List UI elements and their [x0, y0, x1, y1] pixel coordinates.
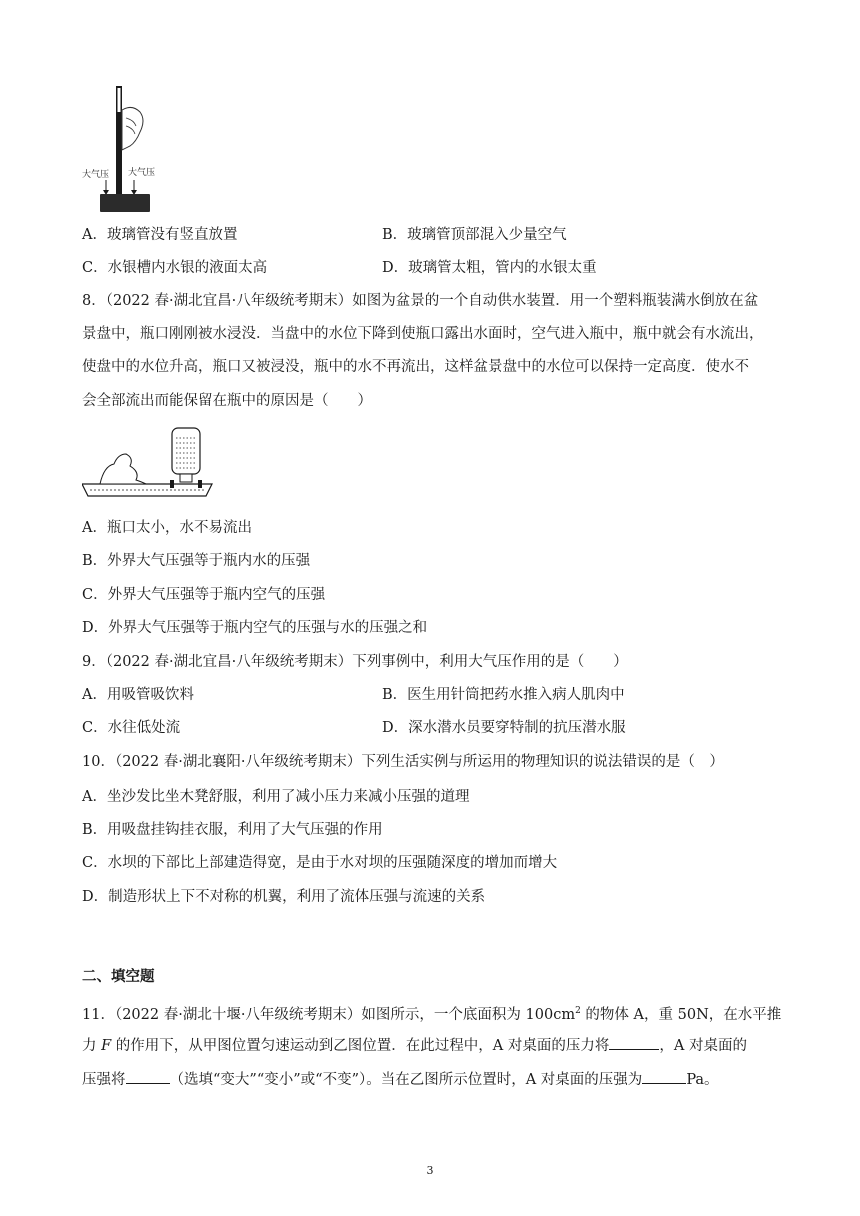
page-number: 3: [426, 1164, 434, 1177]
q11-line-2-end: ，A 对桌面的: [659, 1038, 747, 1054]
q8-stem-line-1: 8．（2022 春·湖北宜昌·八年级统考期末）如图为盆景的一个自动供水装置．用一个塑料瓶装满水倒放在盆: [82, 293, 759, 309]
q9-option-d: D．深水潜水员要穿特制的抗压潜水服: [382, 720, 626, 736]
q11-line-2-start: 力: [82, 1038, 102, 1054]
q9-option-a: A．用吸管吸饮料: [82, 687, 194, 703]
q7-option-a: A．玻璃管没有竖直放置: [82, 227, 238, 243]
q11-line-1-rest: 的物体 A，重 50N，在水平推: [580, 1006, 782, 1023]
bonsai-water-device-figure: [82, 426, 214, 502]
q11-line-3: [82, 1069, 719, 1090]
q8-option-b: B．外界大气压强等于瓶内水的压强: [82, 553, 311, 569]
q11-answer-blank-3[interactable]: [642, 1069, 686, 1084]
atm-pressure-label-left: 大气压: [82, 170, 110, 180]
q11-line-2-text: 的作用下，从甲图位置匀速运动到乙图位置．在此过程中，A 对桌面的压力将: [111, 1038, 610, 1054]
q11-answer-blank-1[interactable]: [609, 1035, 659, 1050]
q11-force-symbol: F: [101, 1038, 112, 1054]
q7-option-c: C．水银槽内水银的液面太高: [82, 260, 268, 276]
q9-option-b: B．医生用针筒把药水推入病人肌肉中: [382, 687, 625, 703]
q11-line-3-text: （选填“变大”“变小”或“不变”）。当在乙图所示位置时，A 对桌面的压强为: [169, 1072, 643, 1088]
q11-answer-blank-2[interactable]: [126, 1069, 170, 1084]
q11-line-1-text: 11．（2022 春·湖北十堰·八年级统考期末）如图所示，一个底面积为 100cm: [82, 1006, 576, 1023]
q10-stem: 10．（2022 春·湖北襄阳·八年级统考期末）下列生活实例与所运用的物理知识的说法错误的是（ ）: [82, 754, 724, 770]
q10-option-c: C．水坝的下部比上部建造得宽，是由于水对坝的压强随深度的增加而增大: [82, 855, 558, 871]
barometer-figure: [82, 84, 162, 214]
q10-option-a: A．坐沙发比坐木凳舒服，利用了减小压力来减小压强的道理: [82, 789, 470, 805]
q8-stem-line-4: 会全部流出而能保留在瓶中的原因是（ ）: [82, 393, 372, 409]
q8-stem-line-3: 使盘中的水位升高，瓶口又被浸没，瓶中的水不再流出，这样盆景盘中的水位可以保持一定高度．使水不: [82, 359, 749, 375]
q11-line-1: [82, 1001, 781, 1025]
q8-option-a: A．瓶口太小，水不易流出: [82, 520, 252, 536]
q11-line-3-end: Pa。: [686, 1072, 719, 1088]
q11-unit-superscript: 2: [575, 1006, 581, 1016]
q7-option-d: D．玻璃管太粗，管内的水银太重: [382, 260, 597, 276]
q9-option-c: C．水往低处流: [82, 720, 181, 736]
atm-pressure-label-right: 大气压: [128, 168, 156, 178]
q11-line-2: [82, 1035, 747, 1056]
q8-stem-line-2: 景盘中，瓶口刚刚被水浸没．当盘中的水位下降到使瓶口露出水面时，空气进入瓶中，瓶中就会有水流出，: [82, 326, 764, 342]
q10-option-d: D．制造形状上下不对称的机翼，利用了流体压强与流速的关系: [82, 889, 486, 905]
q8-option-d: D．外界大气压强等于瓶内空气的压强与水的压强之和: [82, 620, 428, 636]
section-heading-fill-in: 二、填空题: [82, 969, 155, 985]
q11-line-3-start: 压强将: [82, 1072, 126, 1088]
q8-option-c: C．外界大气压强等于瓶内空气的压强: [82, 587, 326, 603]
q10-option-b: B．用吸盘挂钩挂衣服，利用了大气压强的作用: [82, 822, 383, 838]
q9-stem: 9．（2022 春·湖北宜昌·八年级统考期末）下列事例中，利用大气压作用的是（ ）: [82, 654, 628, 670]
q7-option-b: B．玻璃管顶部混入少量空气: [382, 227, 567, 243]
